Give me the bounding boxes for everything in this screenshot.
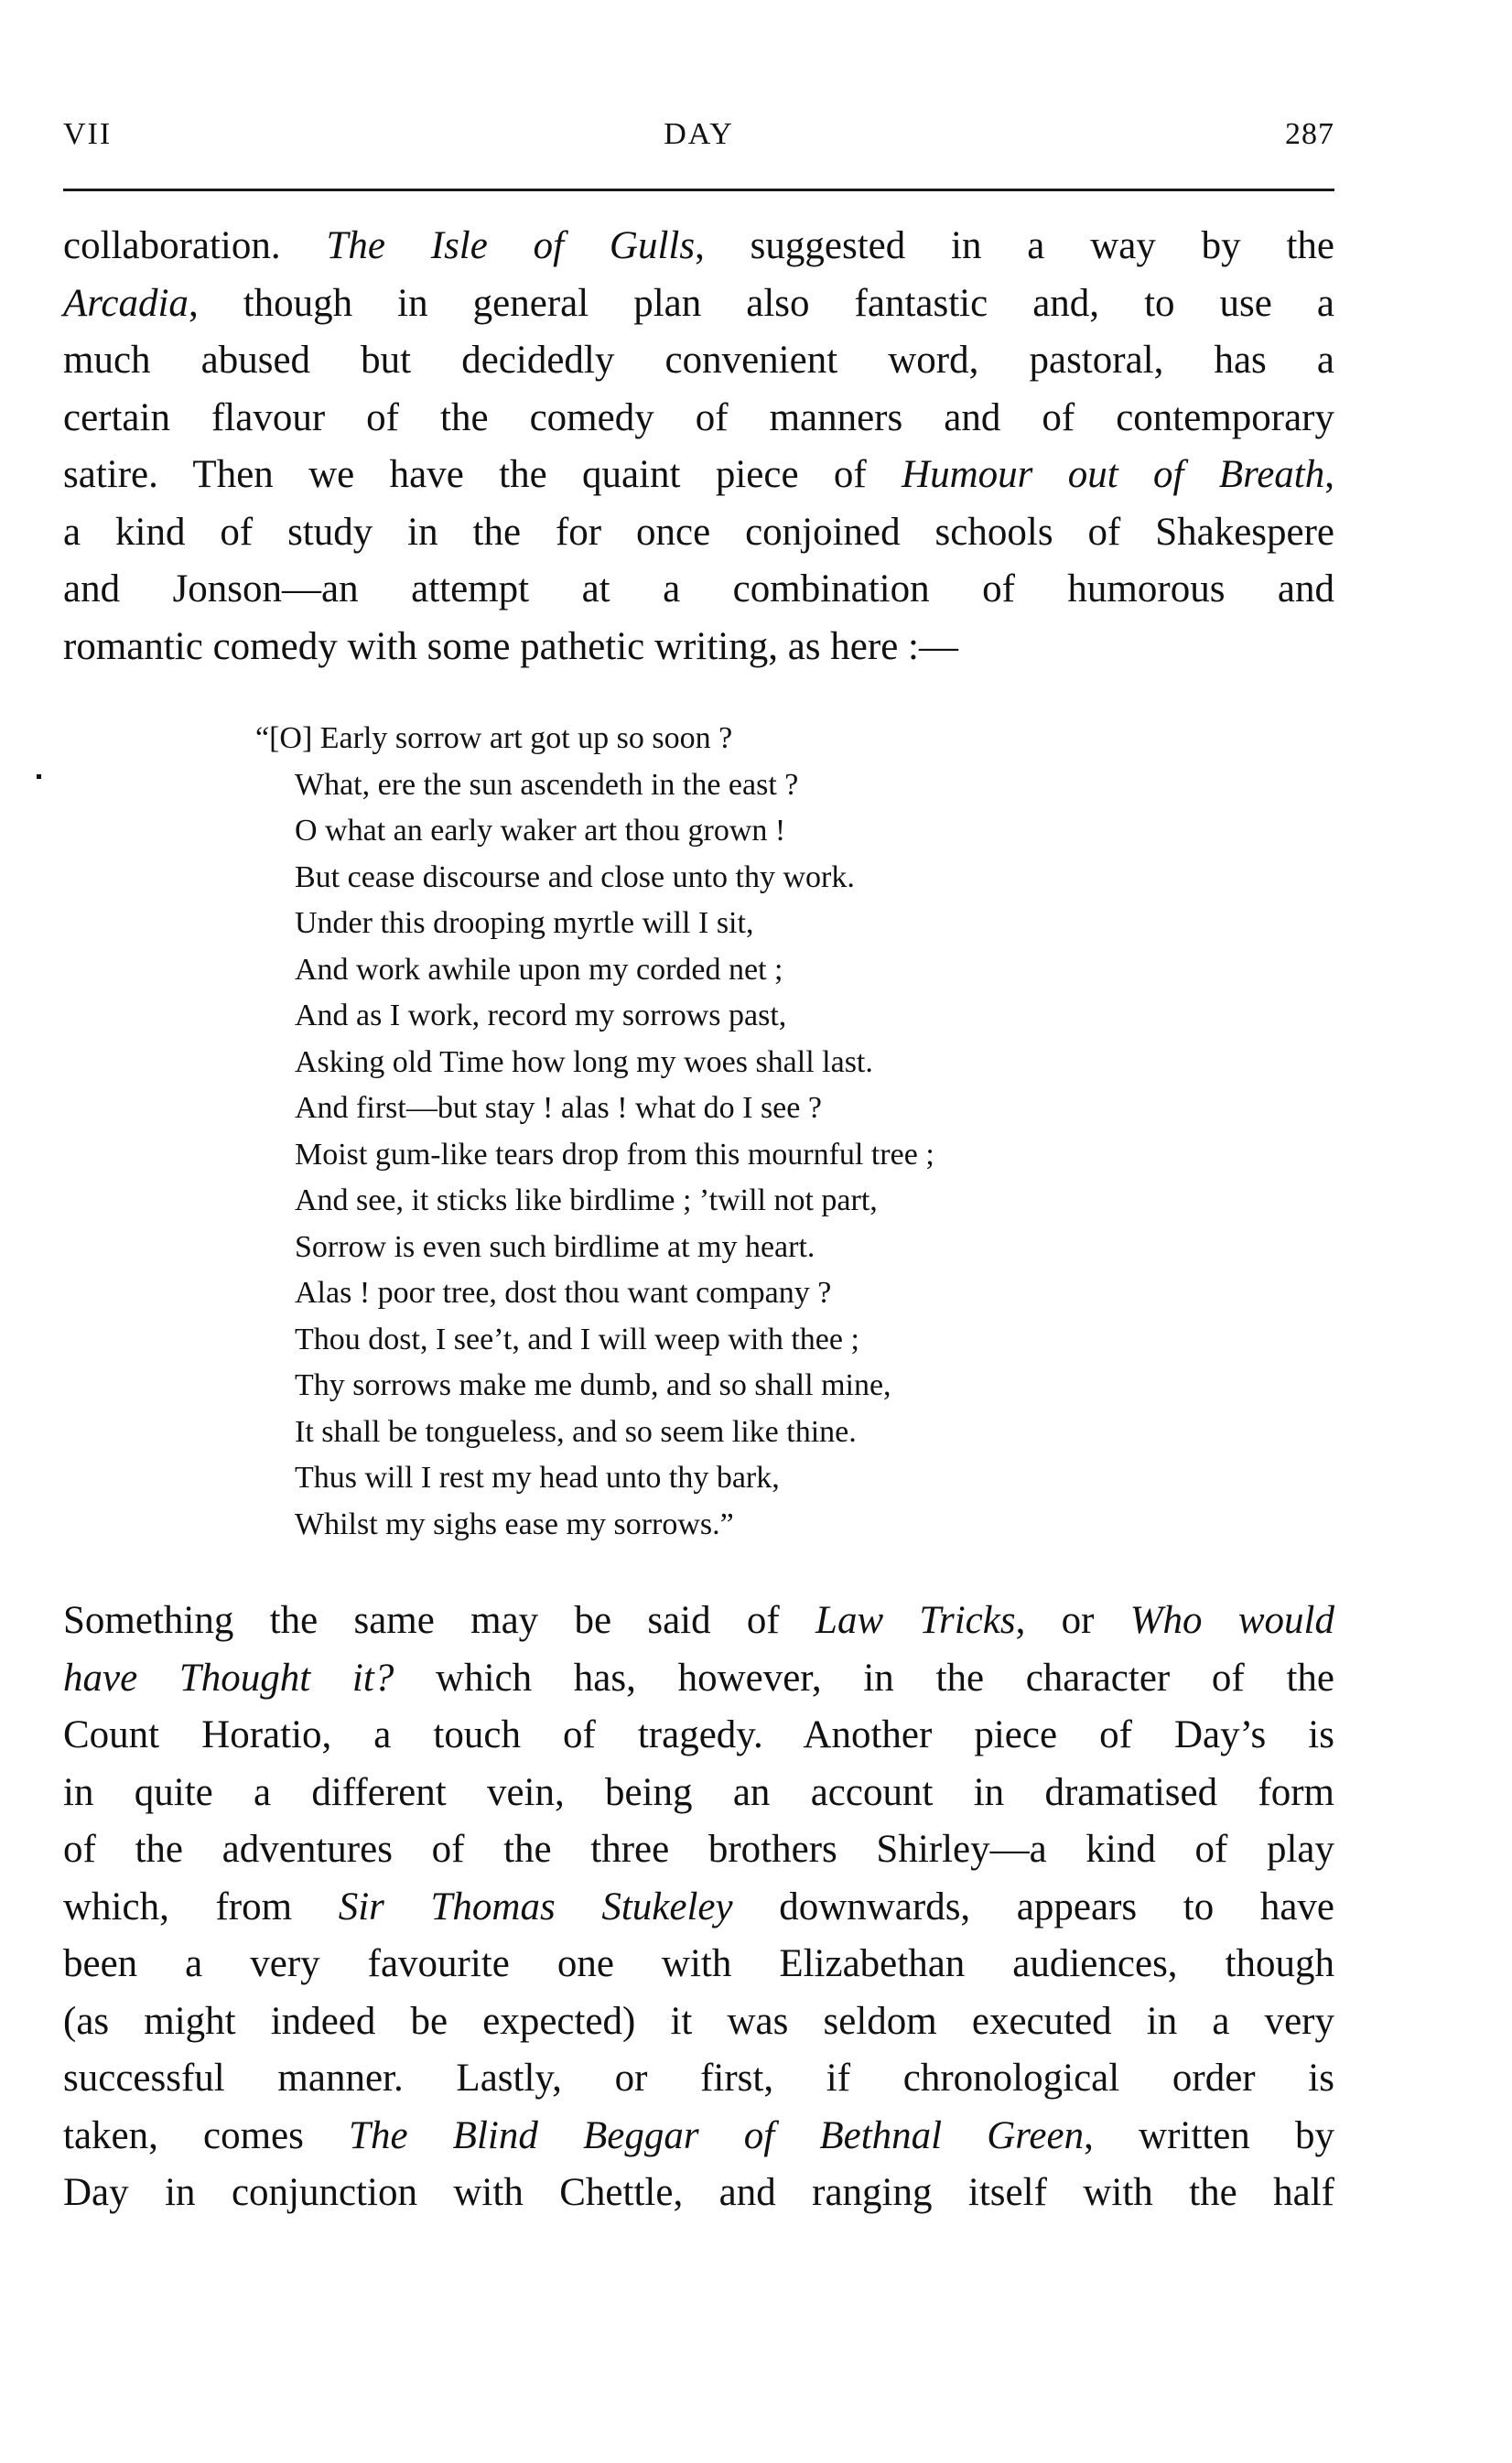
verse-line: But cease discourse and close unto thy work. bbox=[295, 859, 855, 894]
verse-line: It shall be tongueless, and so seem like thine. bbox=[295, 1414, 857, 1449]
text-line bbox=[63, 1650, 1334, 1708]
verse-line: Whilst my sighs ease my sorrows.” bbox=[295, 1507, 734, 1541]
verse-line: Thou dost, I see’t, and I will weep with thee ; bbox=[295, 1322, 859, 1356]
text-line bbox=[63, 1879, 1334, 1937]
text-run: been a very favourite one with Elizabethan audiences, though bbox=[63, 1942, 1334, 1985]
text-run: which has, however, in the character of the bbox=[394, 1656, 1334, 1700]
page-number: 287 bbox=[1285, 117, 1334, 151]
text-line bbox=[63, 2108, 1334, 2166]
text-line bbox=[63, 1707, 1334, 1765]
running-title: DAY bbox=[664, 117, 734, 151]
verse-line: “[O] Early sorrow art got up so soon ? bbox=[255, 721, 733, 755]
italic-title: have Thought it? bbox=[63, 1656, 394, 1700]
text-run: certain flavour of the comedy of manners and of contemporary bbox=[63, 395, 1334, 439]
text-run: , or bbox=[1015, 1599, 1130, 1642]
verse-line: Under this drooping myrtle will I sit, bbox=[295, 906, 754, 940]
text-line bbox=[63, 1593, 1334, 1650]
text-line bbox=[63, 561, 1334, 619]
paragraph-2 bbox=[63, 1593, 1334, 2222]
text-run: Count Horatio, a touch of tragedy. Another piece of Day’s is bbox=[63, 1713, 1334, 1756]
chapter-number: VII bbox=[63, 117, 113, 151]
stray-mark bbox=[37, 774, 41, 779]
verse-quotation bbox=[255, 716, 934, 1548]
text-line bbox=[63, 619, 1334, 676]
text-run: taken, comes bbox=[63, 2113, 350, 2157]
text-run: much abused but decidedly convenient word, pastoral, has a bbox=[63, 339, 1334, 382]
verse-line: Thy sorrows make me dumb, and so shall mine, bbox=[295, 1368, 891, 1402]
verse-line: Sorrow is even such birdlime at my heart. bbox=[295, 1229, 815, 1264]
text-line bbox=[63, 1765, 1334, 1822]
italic-title: Who would bbox=[1129, 1599, 1334, 1642]
text-run: Something the same may be said of bbox=[63, 1599, 816, 1642]
text-line bbox=[63, 504, 1334, 562]
text-run: , suggested in a way by the bbox=[695, 224, 1334, 267]
text-run: collaboration. bbox=[63, 224, 327, 267]
text-line bbox=[63, 218, 1334, 275]
text-run: satire. Then we have the quaint piece of bbox=[63, 453, 902, 496]
text-line bbox=[63, 2165, 1334, 2222]
verse-line: Alas ! poor tree, dost thou want company ? bbox=[295, 1276, 832, 1310]
text-line bbox=[63, 332, 1334, 390]
verse-line: O what an early waker art thou grown ! bbox=[295, 814, 786, 848]
italic-title: The Isle of Gulls bbox=[326, 224, 696, 267]
verse-line: Thus will I rest my head unto thy bark, bbox=[295, 1461, 780, 1495]
text-run: (as might indeed be expected) it was seldom executed in a very bbox=[63, 1999, 1334, 2043]
text-run: successful manner. Lastly, or first, if chronological order is bbox=[63, 2057, 1334, 2100]
verse-line: And first—but stay ! alas ! what do I see ? bbox=[295, 1091, 822, 1125]
italic-title: The Blind Beggar of Bethnal Green bbox=[349, 2113, 1085, 2157]
text-run: downwards, appears to have bbox=[732, 1885, 1334, 1928]
text-run: , bbox=[1324, 453, 1334, 496]
verse-line: And see, it sticks like birdlime ; ’twill not part, bbox=[295, 1183, 878, 1217]
text-run: in quite a different vein, being an account in dramatised form bbox=[63, 1770, 1334, 1814]
italic-title: Humour out of Breath bbox=[902, 453, 1325, 496]
text-run: a kind of study in the for once conjoined schools of Shakespere bbox=[63, 510, 1334, 554]
text-line bbox=[63, 2050, 1334, 2108]
running-head bbox=[63, 117, 1334, 161]
text-run: of the adventures of the three brothers Shirley—a kind of play bbox=[63, 1828, 1334, 1871]
text-line bbox=[63, 447, 1334, 504]
verse-line: Moist gum-like tears drop from this mournful tree ; bbox=[295, 1137, 934, 1172]
verse-line: What, ere the sun ascendeth in the east ? bbox=[295, 767, 799, 802]
text-run: Day in conjunction with Chettle, and ranging itself with the half bbox=[63, 2171, 1334, 2214]
text-run: and Jonson—an attempt at a combination of humorous and bbox=[63, 567, 1334, 610]
text-run: which, from bbox=[63, 1885, 339, 1928]
header-rule bbox=[63, 189, 1334, 191]
italic-title: Sir Thomas Stukeley bbox=[338, 1885, 733, 1928]
text-line bbox=[63, 1993, 1334, 2051]
text-line bbox=[63, 390, 1334, 448]
verse-line: And work awhile upon my corded net ; bbox=[295, 952, 783, 987]
text-line bbox=[63, 1936, 1334, 1993]
text-run: , written by bbox=[1084, 2113, 1334, 2157]
text-line bbox=[63, 275, 1334, 333]
text-run: romantic comedy with some pathetic writing, as here :— bbox=[63, 624, 958, 668]
verse-line: And as I work, record my sorrows past, bbox=[295, 999, 787, 1032]
italic-title: Law Tricks bbox=[815, 1599, 1016, 1642]
italic-title: Arcadia bbox=[63, 281, 189, 325]
text-line bbox=[63, 1821, 1334, 1879]
text-run: , though in general plan also fantastic and, to use a bbox=[188, 281, 1334, 325]
paragraph-1 bbox=[63, 218, 1334, 675]
verse-line: Asking old Time how long my woes shall last. bbox=[295, 1044, 873, 1079]
